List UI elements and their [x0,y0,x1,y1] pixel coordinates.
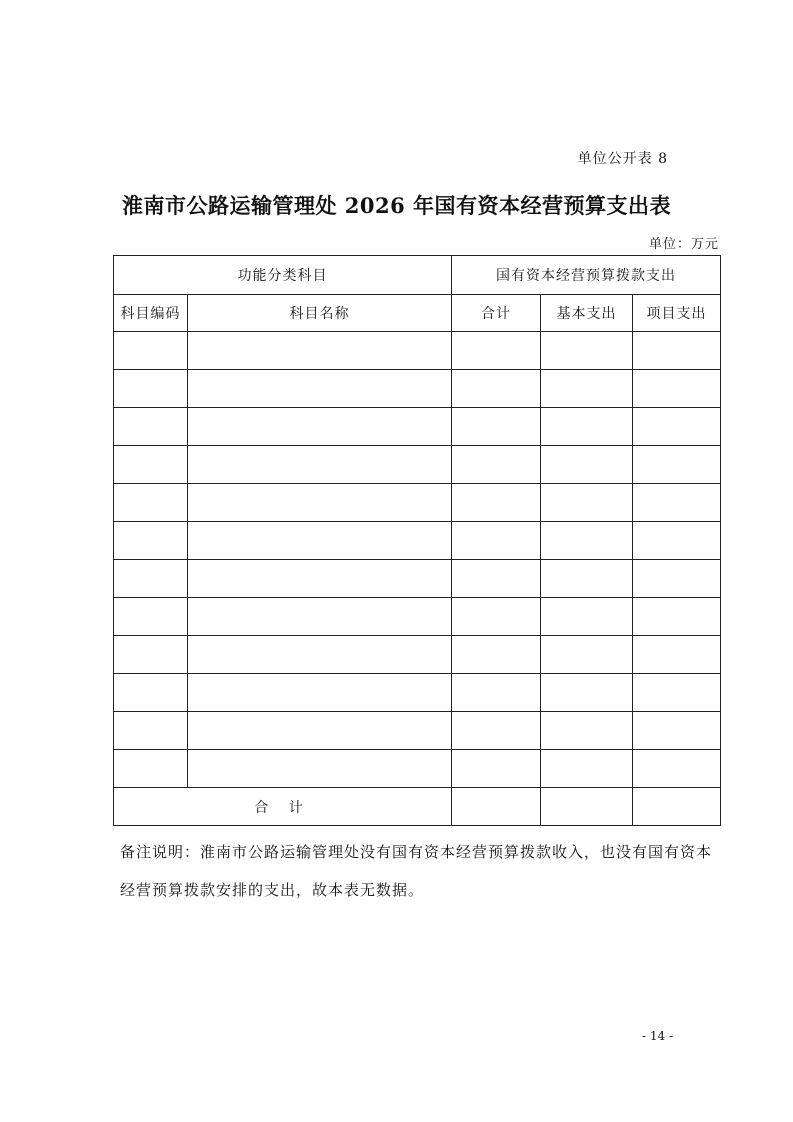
table-row [114,446,721,484]
cell-code [114,598,188,636]
cell-project [633,560,721,598]
cell-basic [541,712,633,750]
cell-basic [541,370,633,408]
table-row [114,750,721,788]
cell-code [114,712,188,750]
cell-basic [541,560,633,598]
table-row [114,636,721,674]
cell-name [188,712,452,750]
total-basic [541,788,633,826]
cell-project [633,446,721,484]
table-row [114,674,721,712]
cell-project [633,408,721,446]
cell-name [188,484,452,522]
cell-project [633,750,721,788]
cell-total [452,636,541,674]
table-row [114,522,721,560]
cell-basic [541,332,633,370]
cell-basic [541,484,633,522]
cell-basic [541,598,633,636]
total-row [114,788,721,826]
cell-basic [541,408,633,446]
cell-name [188,446,452,484]
cell-code [114,446,188,484]
table-row [114,560,721,598]
cell-basic [541,674,633,712]
table-row [114,598,721,636]
header-project: 项目支出 [633,295,721,332]
cell-total [452,674,541,712]
cell-total [452,560,541,598]
cell-project [633,370,721,408]
cell-name [188,750,452,788]
budget-table [113,255,721,826]
cell-code [114,370,188,408]
header-budget-expenditure: 国有资本经营预算拨款支出 [452,256,721,295]
cell-total [452,598,541,636]
cell-basic [541,636,633,674]
cell-basic [541,750,633,788]
cell-name [188,370,452,408]
cell-code [114,522,188,560]
cell-name [188,522,452,560]
table-row [114,484,721,522]
remarks-note: 备注说明：淮南市公路运输管理处没有国有资本经营预算拨款收入，也没有国有资本经营预算拨款安排的支出，故本表无数据。 [120,843,713,899]
total-label: 合 计 [114,788,452,826]
cell-code [114,750,188,788]
cell-project [633,522,721,560]
cell-basic [541,522,633,560]
header-total: 合计 [452,295,541,332]
table-row [114,408,721,446]
header-code: 科目编码 [114,295,188,332]
cell-basic [541,446,633,484]
cell-total [452,522,541,560]
table-row [114,370,721,408]
cell-total [452,446,541,484]
cell-code [114,560,188,598]
cell-project [633,484,721,522]
cell-total [452,408,541,446]
cell-code [114,674,188,712]
header-row-columns [114,295,721,332]
cell-code [114,484,188,522]
cell-code [114,408,188,446]
page-title: 淮南市公路运输管理处 2026 年国有资本经营预算支出表 [121,193,672,218]
cell-total [452,370,541,408]
cell-name [188,674,452,712]
unit-label: 单位：万元 [648,237,719,252]
cell-total [452,484,541,522]
cell-name [188,636,452,674]
table-row [114,712,721,750]
header-functional-classification: 功能分类科目 [114,256,452,295]
page-number: - 14 - [641,1029,673,1043]
cell-total [452,750,541,788]
cell-total [452,712,541,750]
total-project [633,788,721,826]
cell-name [188,332,452,370]
cell-name [188,408,452,446]
cell-project [633,674,721,712]
header-row-group [114,256,721,295]
form-number: 单位公开表 8 [577,151,668,167]
cell-name [188,560,452,598]
cell-project [633,332,721,370]
cell-project [633,636,721,674]
total-total [452,788,541,826]
cell-code [114,636,188,674]
cell-project [633,712,721,750]
cell-project [633,598,721,636]
cell-name [188,598,452,636]
cell-total [452,332,541,370]
table-row [114,332,721,370]
header-name: 科目名称 [188,295,452,332]
header-basic: 基本支出 [541,295,633,332]
cell-code [114,332,188,370]
